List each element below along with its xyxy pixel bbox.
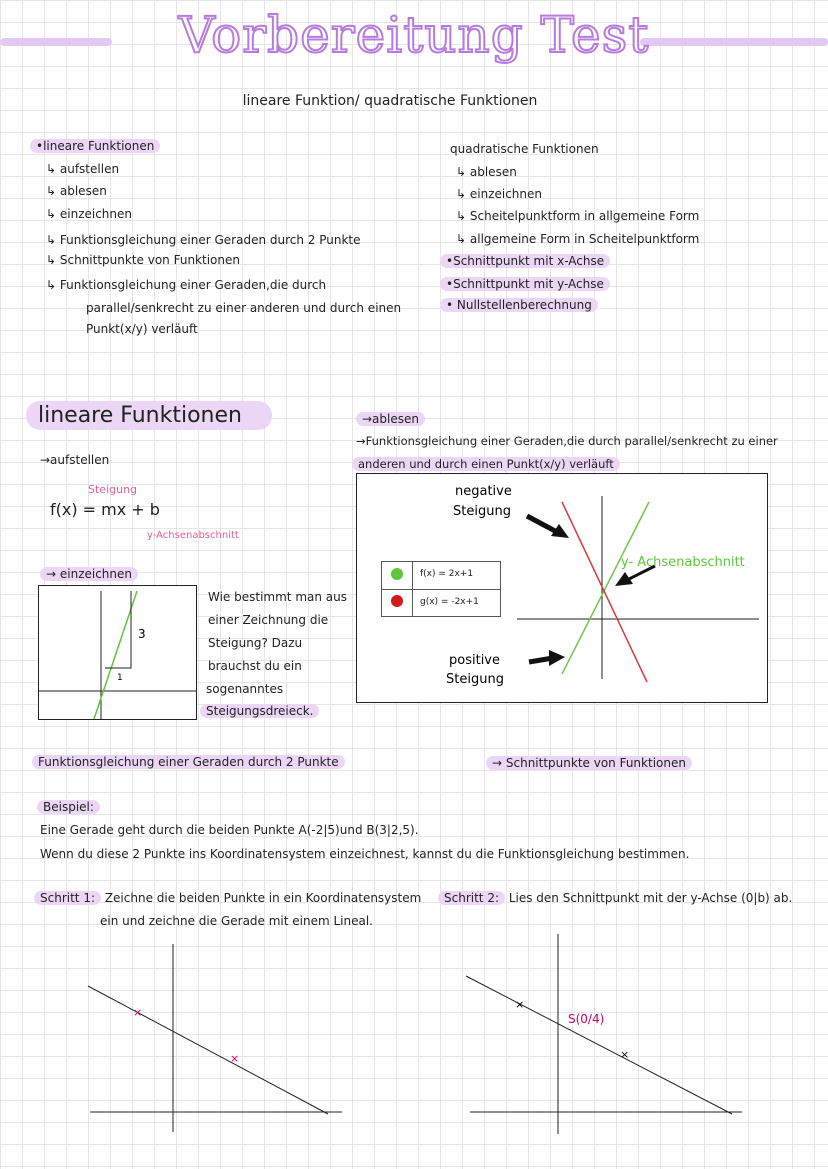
steigungsdreieck [105,591,131,668]
point-b: × [230,1052,240,1065]
overview-right-highlight: • Nullstellenberechnung [440,298,598,312]
overview-left-item: parallel/senkrecht zu einer anderen und durch einen [86,301,402,315]
steigung-label: Steigung [88,483,138,496]
overview-right-item: ↳ Scheitelpunktform in allgemeine Form [456,209,700,223]
positive-label-2: Steigung [446,672,504,687]
legend-f-dot [391,568,403,580]
overview-left-item: ↳ einzeichnen [46,207,133,221]
point-a: × [133,1006,143,1019]
overview-left-head: •lineare Funktionen [30,139,160,153]
overview-left-item: ↳ Schnittpunkte von Funktionen [46,253,240,267]
einzeichnen-text: sogenanntes [206,682,284,696]
f-line [562,502,649,674]
triangle-run-label: 1 [117,673,123,683]
line-ab [466,976,732,1114]
schritt1-label: Schritt 1: [34,891,101,905]
legend-f-text: f(x) = 2x+1 [420,569,474,579]
einzeichnen-graph [38,585,197,720]
einzeichnen-text: Steigung? Dazu [208,636,303,650]
positive-label: positive [449,653,500,668]
arrow-icon [549,650,565,666]
overview-right-highlight: •Schnittpunkt mit y-Achse [440,277,610,291]
formula: f(x) = mx + b [50,500,160,519]
schritt2-chart [460,930,750,1140]
g-line [562,502,647,682]
schritt1-text2: ein und zeichne die Gerade mit einem Lineal. [100,914,373,928]
page-subtitle: lineare Funktion/ quadratische Funktionen [242,93,538,109]
overview-left-item: ↳ Funktionsgleichung einer Geraden,die durch [46,278,327,292]
point-b: × [620,1048,630,1061]
schnittpunkte-heading: → Schnittpunkte von Funktionen [486,756,692,770]
overview-right-item: ↳ einzeichnen [456,187,543,201]
overview-left-item: ↳ ablesen [46,184,107,198]
negative-label: negative [455,484,512,499]
schritt1-chart [80,940,350,1140]
line-ab [88,986,328,1114]
ablesen-label: →ablesen [356,412,425,426]
overview-right-item: ↳ allgemeine Form in Scheitelpunktform [456,232,700,246]
schritt2-text: Lies den Schnittpunkt mit der y-Achse (0|b) ab. [508,891,793,905]
schritt2 [438,891,792,905]
schritt1 [34,891,421,905]
negative-label-2: Steigung [453,504,511,519]
section-title: lineare Funktionen [26,401,272,430]
overview-left-item: Punkt(x/y) verläuft [86,322,198,336]
aufstellen-label: →aufstellen [40,453,110,467]
legend-divider [382,589,500,590]
einzeichnen-text: einer Zeichnung die [208,613,329,627]
einzeichnen-text: Steigungsdreieck. [200,704,319,718]
ablesen-line1: →Funktionsgleichung einer Geraden,die durch parallel/senkrecht zu einer [356,434,778,448]
schritt1-text: Zeichne die beiden Punkte in ein Koordinatensystem [104,891,422,905]
page-title: Vorbereitung Test [178,6,650,64]
beispiel-line1: Eine Gerade geht durch die beiden Punkte A(-2|5)und B(3|2,5). [40,823,419,837]
einzeichnen-text: brauchst du ein [208,659,302,673]
steigungsdreieck-chart [39,586,196,719]
y-achsenabschnitt-label: y- Achsenabschnitt [621,555,745,570]
overview-left-item: ↳ Funktionsgleichung einer Geraden durch 2 Punkte [46,233,361,247]
beispiel-label: Beispiel: [37,800,100,814]
s-label: S(0/4) [568,1012,605,1026]
zwei-punkte-heading: Funktionsgleichung einer Geraden durch 2 Punkte [32,755,345,769]
overview-right-item: ↳ ablesen [456,165,517,179]
arrow-icon [527,516,557,532]
ablesen-line2: anderen und durch einen Punkt(x/y) verläuft [352,457,620,471]
einzeichnen-text: Wie bestimmt man aus [208,590,347,604]
achsenabschnitt-label: y-Achsenabschnitt [147,530,239,541]
overview-right-highlight: •Schnittpunkt mit x-Achse [440,254,610,268]
overview-left-item: ↳ aufstellen [46,162,120,176]
point-a: × [515,998,525,1011]
schritt2-label: Schritt 2: [438,891,505,905]
legend [381,561,501,617]
legend-g-dot [391,595,403,607]
einzeichnen-label: → einzeichnen [40,567,138,581]
beispiel-line2: Wenn du diese 2 Punkte ins Koordinatensystem einzeichnest, kannst du die Funktionsgleichung bestimmen. [40,847,690,861]
overview-right-head: quadratische Funktionen [450,142,599,156]
triangle-rise-label: 3 [138,627,146,641]
legend-g-text: g(x) = -2x+1 [420,597,479,607]
